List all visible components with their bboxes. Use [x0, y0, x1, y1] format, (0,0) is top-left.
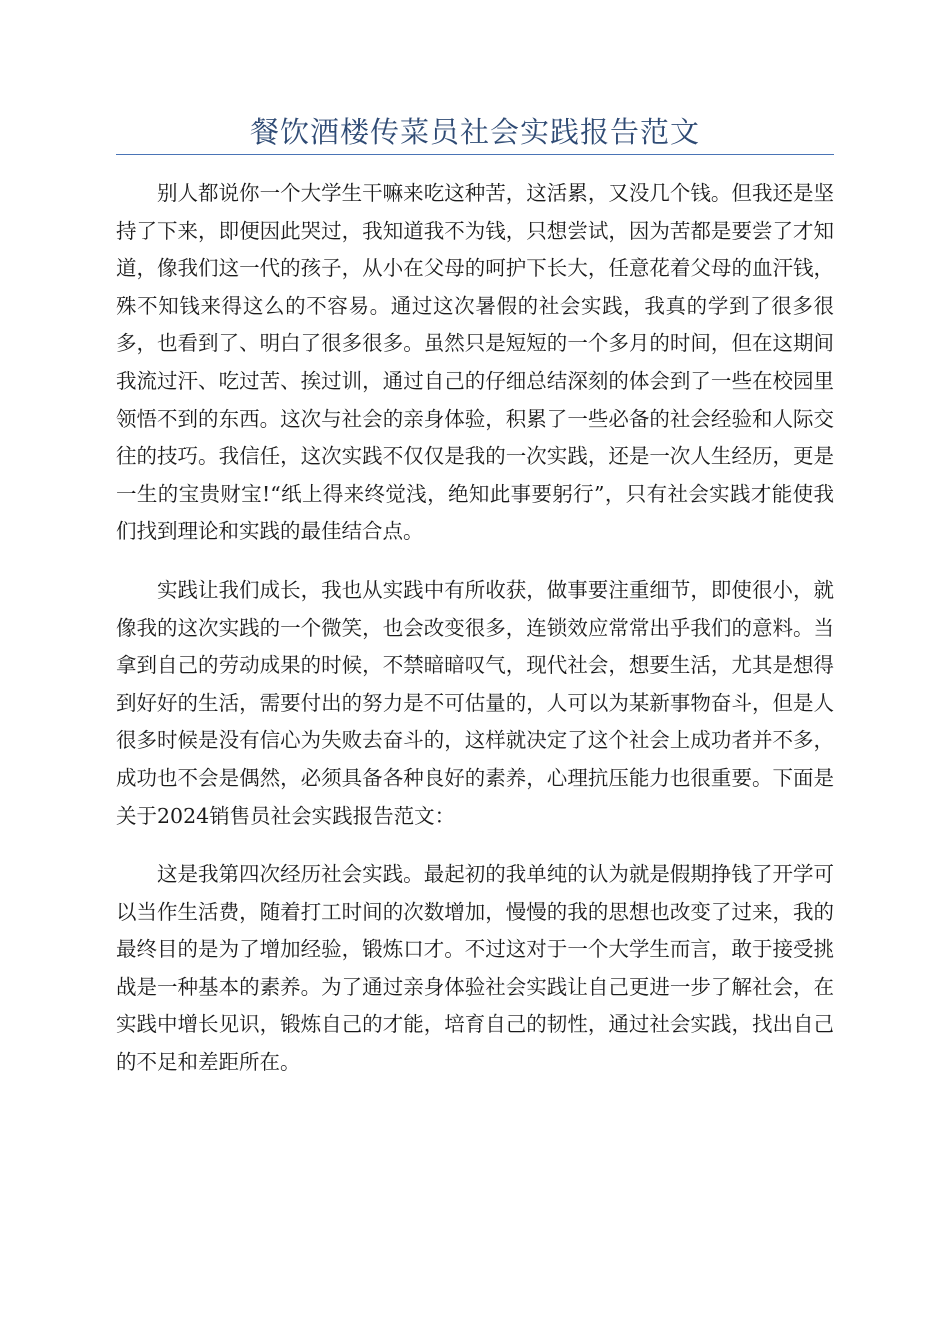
- paragraph-1: 别人都说你一个大学生干嘛来吃这种苦，这活累，又没几个钱。但我还是坚持了下来，即便因此哭过，我知道我不为钱，只想尝试，因为苦都是要尝了才知道，像我们这一代的孩子，从小在父母的呵护下长大，任意花着父母的血汗钱，殊不知钱来得这么的不容易。通过这次暑假的社会实践，我真的学到了很多很多，也看到了、明白了很多很多。虽然只是短短的一个多月的时间，但在这期间我流过汗、吃过苦、挨过训，通过自己的仔细总结深刻的体会到了一些在校园里领悟不到的东西。这次与社会的亲身体验，积累了一些必备的社会经验和人际交往的技巧。我信任，这次实践不仅仅是我的一次实践，还是一次人生经历，更是一生的宝贵财宝!“纸上得来终觉浅，绝知此事要躬行”，只有社会实践才能使我们找到理论和实践的最佳结合点。: [116, 181, 834, 544]
- paragraph-3: 这是我第四次经历社会实践。最起初的我单纯的认为就是假期挣钱了开学可以当作生活费，随着打工时间的次数增加，慢慢的我的思想也改变了过来，我的最终目的是为了增加经验，锻炼口才。不过这对于一个大学生而言，敢于接受挑战是一种基本的素养。为了通过亲身体验社会实践让自己更进一步了解社会，在实践中增长见识，锻炼自己的才能，培育自己的韧性，通过社会实践，找出自己的不足和差距所在。: [116, 862, 834, 1075]
- title-underline: [116, 154, 834, 155]
- document-body: [116, 175, 834, 1103]
- page-title: 餐饮酒楼传菜员社会实践报告范文: [249, 115, 700, 149]
- paragraph-2: 实践让我们成长，我也从实践中有所收获，做事要注重细节，即使很小，就像我的这次实践的一个微笑，也会改变很多，连锁效应常常出乎我们的意料。当拿到自己的劳动成果的时候，不禁暗暗叹气，现代社会，想要生活，尤其是想得到好好的生活，需要付出的努力是不可估量的，人可以为某新事物奋斗，但是人很多时候是没有信心为失败去奋斗的，这样就决定了这个社会上成功者并不多，成功也不会是偶然，必须具备各种良好的素养，心理抗压能力也很重要。下面是关于2024销售员社会实践报告范文：: [116, 577, 834, 828]
